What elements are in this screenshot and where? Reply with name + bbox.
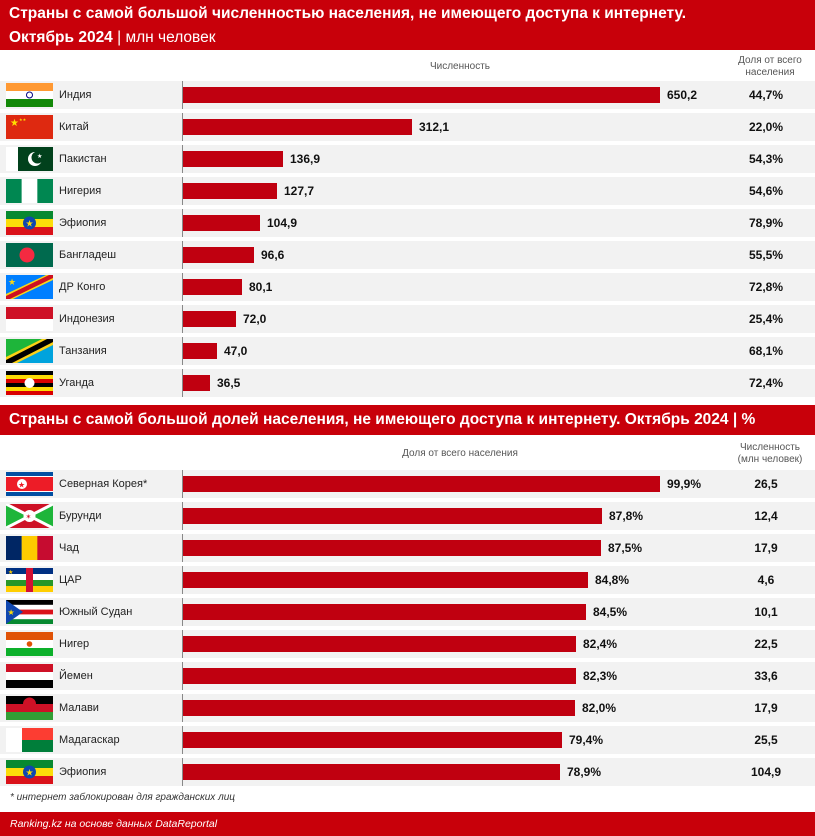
- chart2-bar: [183, 476, 660, 492]
- chart2-extra-label: 10,1: [754, 605, 778, 619]
- chart2-flag-yemen-icon: [6, 664, 53, 688]
- chart2-country-label: Мадагаскар: [59, 734, 120, 746]
- svg-text:✶: ✶: [25, 514, 32, 521]
- chart2-country-label: Южный Судан: [59, 606, 133, 618]
- chart1-country-label: Танзания: [59, 345, 107, 357]
- chart1-bar: [183, 119, 412, 135]
- chart2-value-header: Доля от всего населения: [402, 448, 518, 459]
- chart2-flag-malawi-icon: [6, 696, 53, 720]
- chart2-value-label: 84,5%: [593, 605, 628, 619]
- chart2-flag-northkorea-icon: [6, 472, 53, 496]
- chart1-value-label: 650,2: [667, 88, 698, 102]
- chart2-country-label: ЦАР: [59, 574, 82, 586]
- chart1-country-label: Уганда: [59, 377, 94, 389]
- chart1-value-label: 72,0: [243, 312, 267, 326]
- chart2-bar: [183, 540, 601, 556]
- chart1-value-header: Численность: [429, 61, 491, 72]
- chart2-value-label: 99,9%: [667, 477, 702, 491]
- chart1-bar: [183, 247, 254, 263]
- chart1-extra-header: Доля от всего населения: [738, 55, 802, 78]
- chart1-value-label: 96,6: [261, 248, 285, 262]
- chart1-country-label: ДР Конго: [59, 281, 106, 293]
- chart1-flag-bangladesh-icon: [6, 243, 53, 267]
- chart2-extra-label: 25,5: [754, 733, 778, 747]
- chart1-title-banner: [0, 0, 815, 50]
- chart1-row: [0, 241, 815, 269]
- chart1-row: [0, 273, 815, 301]
- chart1-row: [0, 145, 815, 173]
- chart1-extra-label: 78,9%: [748, 216, 784, 230]
- chart1-country-label: Нигерия: [59, 185, 102, 197]
- chart2-row: [0, 630, 815, 658]
- chart2-flag-madagascar-icon: [6, 728, 53, 752]
- chart1-country-label: Эфиопия: [59, 217, 107, 229]
- chart1-value-label: 136,9: [290, 152, 321, 166]
- svg-text:★: ★: [8, 277, 17, 287]
- chart1-extra-label: 72,8%: [748, 280, 784, 294]
- chart1-bar: [183, 183, 277, 199]
- chart2-row: [0, 726, 815, 754]
- chart2-extra-label: 26,5: [754, 477, 778, 491]
- chart2-flag-burundi-icon: [6, 504, 53, 528]
- chart2-extra-header: Численность (млн человек): [737, 442, 803, 465]
- chart2-row: [0, 694, 815, 722]
- chart2-value-label: 82,4%: [583, 637, 618, 651]
- chart1-bar: [183, 215, 260, 231]
- chart1-bar: [183, 151, 283, 167]
- chart2-country-label: Чад: [59, 542, 79, 554]
- chart1-value-label: 312,1: [419, 120, 450, 134]
- chart2-flag-southsudan-icon: [6, 600, 53, 624]
- chart1-extra-label: 44,7%: [748, 88, 784, 102]
- chart1-row: [0, 81, 815, 109]
- chart1-extra-label: 54,3%: [748, 152, 784, 166]
- chart1-row: [0, 113, 815, 141]
- chart2-country-label: Йемен: [59, 670, 93, 682]
- chart1-country-label: Индонезия: [59, 313, 115, 325]
- chart1-flag-nigeria-icon: [6, 179, 53, 203]
- chart1-flag-uganda-icon: [6, 371, 53, 395]
- chart1-flag-pakistan-icon: [6, 147, 53, 171]
- chart1-subtitle: [9, 26, 815, 50]
- chart1-row: [0, 209, 815, 237]
- chart2-row: [0, 502, 815, 530]
- chart2-country-label: Эфиопия: [59, 766, 107, 778]
- chart2-value-label: 79,4%: [569, 733, 604, 747]
- chart1-extra-label: 68,1%: [748, 344, 784, 358]
- chart1-extra-label: 72,4%: [748, 376, 784, 390]
- svg-text:★: ★: [7, 608, 15, 617]
- chart2-value-label: 82,0%: [582, 701, 617, 715]
- chart2-bar: [183, 572, 588, 588]
- chart2-row: [0, 598, 815, 626]
- chart2-value-label: 84,8%: [595, 573, 630, 587]
- svg-text:★: ★: [10, 118, 19, 129]
- chart1-value-label: 36,5: [217, 376, 241, 390]
- chart2-flag-chad-icon: [6, 536, 53, 560]
- chart2-value-label: 82,3%: [583, 669, 618, 683]
- chart2-value-label: 87,8%: [609, 509, 644, 523]
- chart2-flag-ethiopia-icon: [6, 760, 53, 784]
- chart1-country-label: Пакистан: [59, 153, 107, 165]
- chart2-extra-label: 17,9: [754, 541, 778, 555]
- chart2-row: [0, 758, 815, 786]
- chart1-value-label: 104,9: [267, 216, 298, 230]
- chart1-row: [0, 305, 815, 333]
- chart1-flag-indonesia-icon: [6, 307, 53, 331]
- chart2-country-label: Северная Корея*: [59, 478, 148, 490]
- chart2-country-label: Малави: [59, 702, 99, 714]
- svg-text:★: ★: [37, 154, 43, 160]
- chart1-title: Страны с самой большой численностью населения, не имеющего доступа к интернету.: [9, 5, 687, 22]
- chart2-title-banner: [0, 405, 815, 435]
- chart2-extra-label: 4,6: [757, 573, 775, 587]
- chart2-extra-label: 33,6: [754, 669, 778, 683]
- chart2-bar: [183, 604, 586, 620]
- chart2-value-label: 87,5%: [608, 541, 643, 555]
- chart2-extra-label: 22,5: [754, 637, 778, 651]
- chart2-row: [0, 662, 815, 690]
- chart2-value-label: 78,9%: [567, 765, 602, 779]
- chart1-flag-ethiopia-icon: [6, 211, 53, 235]
- chart1-bar: [183, 279, 242, 295]
- chart2-row: [0, 470, 815, 498]
- chart2-title: Страны с самой большой долей населения, не имеющего доступа к интернету. Октябрь 2024 | %: [9, 411, 756, 428]
- chart1-flag-drcongo-icon: [6, 275, 53, 299]
- chart1-country-label: Китай: [59, 121, 89, 133]
- chart2-bar: [183, 636, 576, 652]
- chart2-country-label: Нигер: [59, 638, 90, 650]
- chart1-bar: [183, 87, 660, 103]
- chart2-row: [0, 534, 815, 562]
- svg-text:★: ★: [25, 767, 34, 778]
- chart2-bar: [183, 700, 575, 716]
- svg-text:★: ★: [8, 570, 14, 576]
- chart1-country-label: Бангладеш: [59, 249, 117, 261]
- chart1-value-label: 80,1: [249, 280, 273, 294]
- chart2-bar: [183, 764, 560, 780]
- chart1-flag-india-icon: [6, 83, 53, 107]
- chart2-row: [0, 566, 815, 594]
- chart2-country-label: Бурунди: [59, 510, 102, 522]
- chart1-extra-label: 54,6%: [748, 184, 784, 198]
- chart2-extra-label: 12,4: [754, 509, 778, 523]
- chart1-bar: [183, 375, 210, 391]
- chart2-flag-car-icon: [6, 568, 53, 592]
- chart1-row: [0, 177, 815, 205]
- svg-text:★★: ★★: [19, 117, 27, 122]
- footer-source: Ranking.kz на основе данных DataReportal: [0, 812, 815, 836]
- chart2-bar: [183, 668, 576, 684]
- chart1-subtitle-unit: млн человек: [125, 29, 216, 46]
- chart1-bar: [183, 311, 236, 327]
- chart1-country-label: Индия: [59, 89, 92, 101]
- footnote: * интернет заблокирован для гражданских лиц: [10, 792, 235, 803]
- chart1-value-label: 127,7: [284, 184, 315, 198]
- chart1-row: [0, 369, 815, 397]
- chart1-extra-label: 22,0%: [748, 120, 784, 134]
- chart2-bar: [183, 732, 562, 748]
- chart2-extra-label: 17,9: [754, 701, 778, 715]
- chart2-extra-label: 104,9: [750, 765, 782, 779]
- chart1-extra-label: 55,5%: [748, 248, 784, 262]
- chart2-bar: [183, 508, 602, 524]
- svg-text:★: ★: [18, 480, 26, 490]
- chart1-flag-china-icon: [6, 115, 53, 139]
- chart1-extra-label: 25,4%: [748, 312, 784, 326]
- chart1-value-label: 47,0: [224, 344, 248, 358]
- chart2-flag-niger-icon: [6, 632, 53, 656]
- svg-text:★: ★: [25, 218, 34, 229]
- chart1-subtitle-sep: |: [112, 29, 126, 46]
- chart1-row: [0, 337, 815, 365]
- chart1-subtitle-date: Октябрь 2024: [9, 29, 113, 46]
- chart1-bar: [183, 343, 217, 359]
- chart1-flag-tanzania-icon: [6, 339, 53, 363]
